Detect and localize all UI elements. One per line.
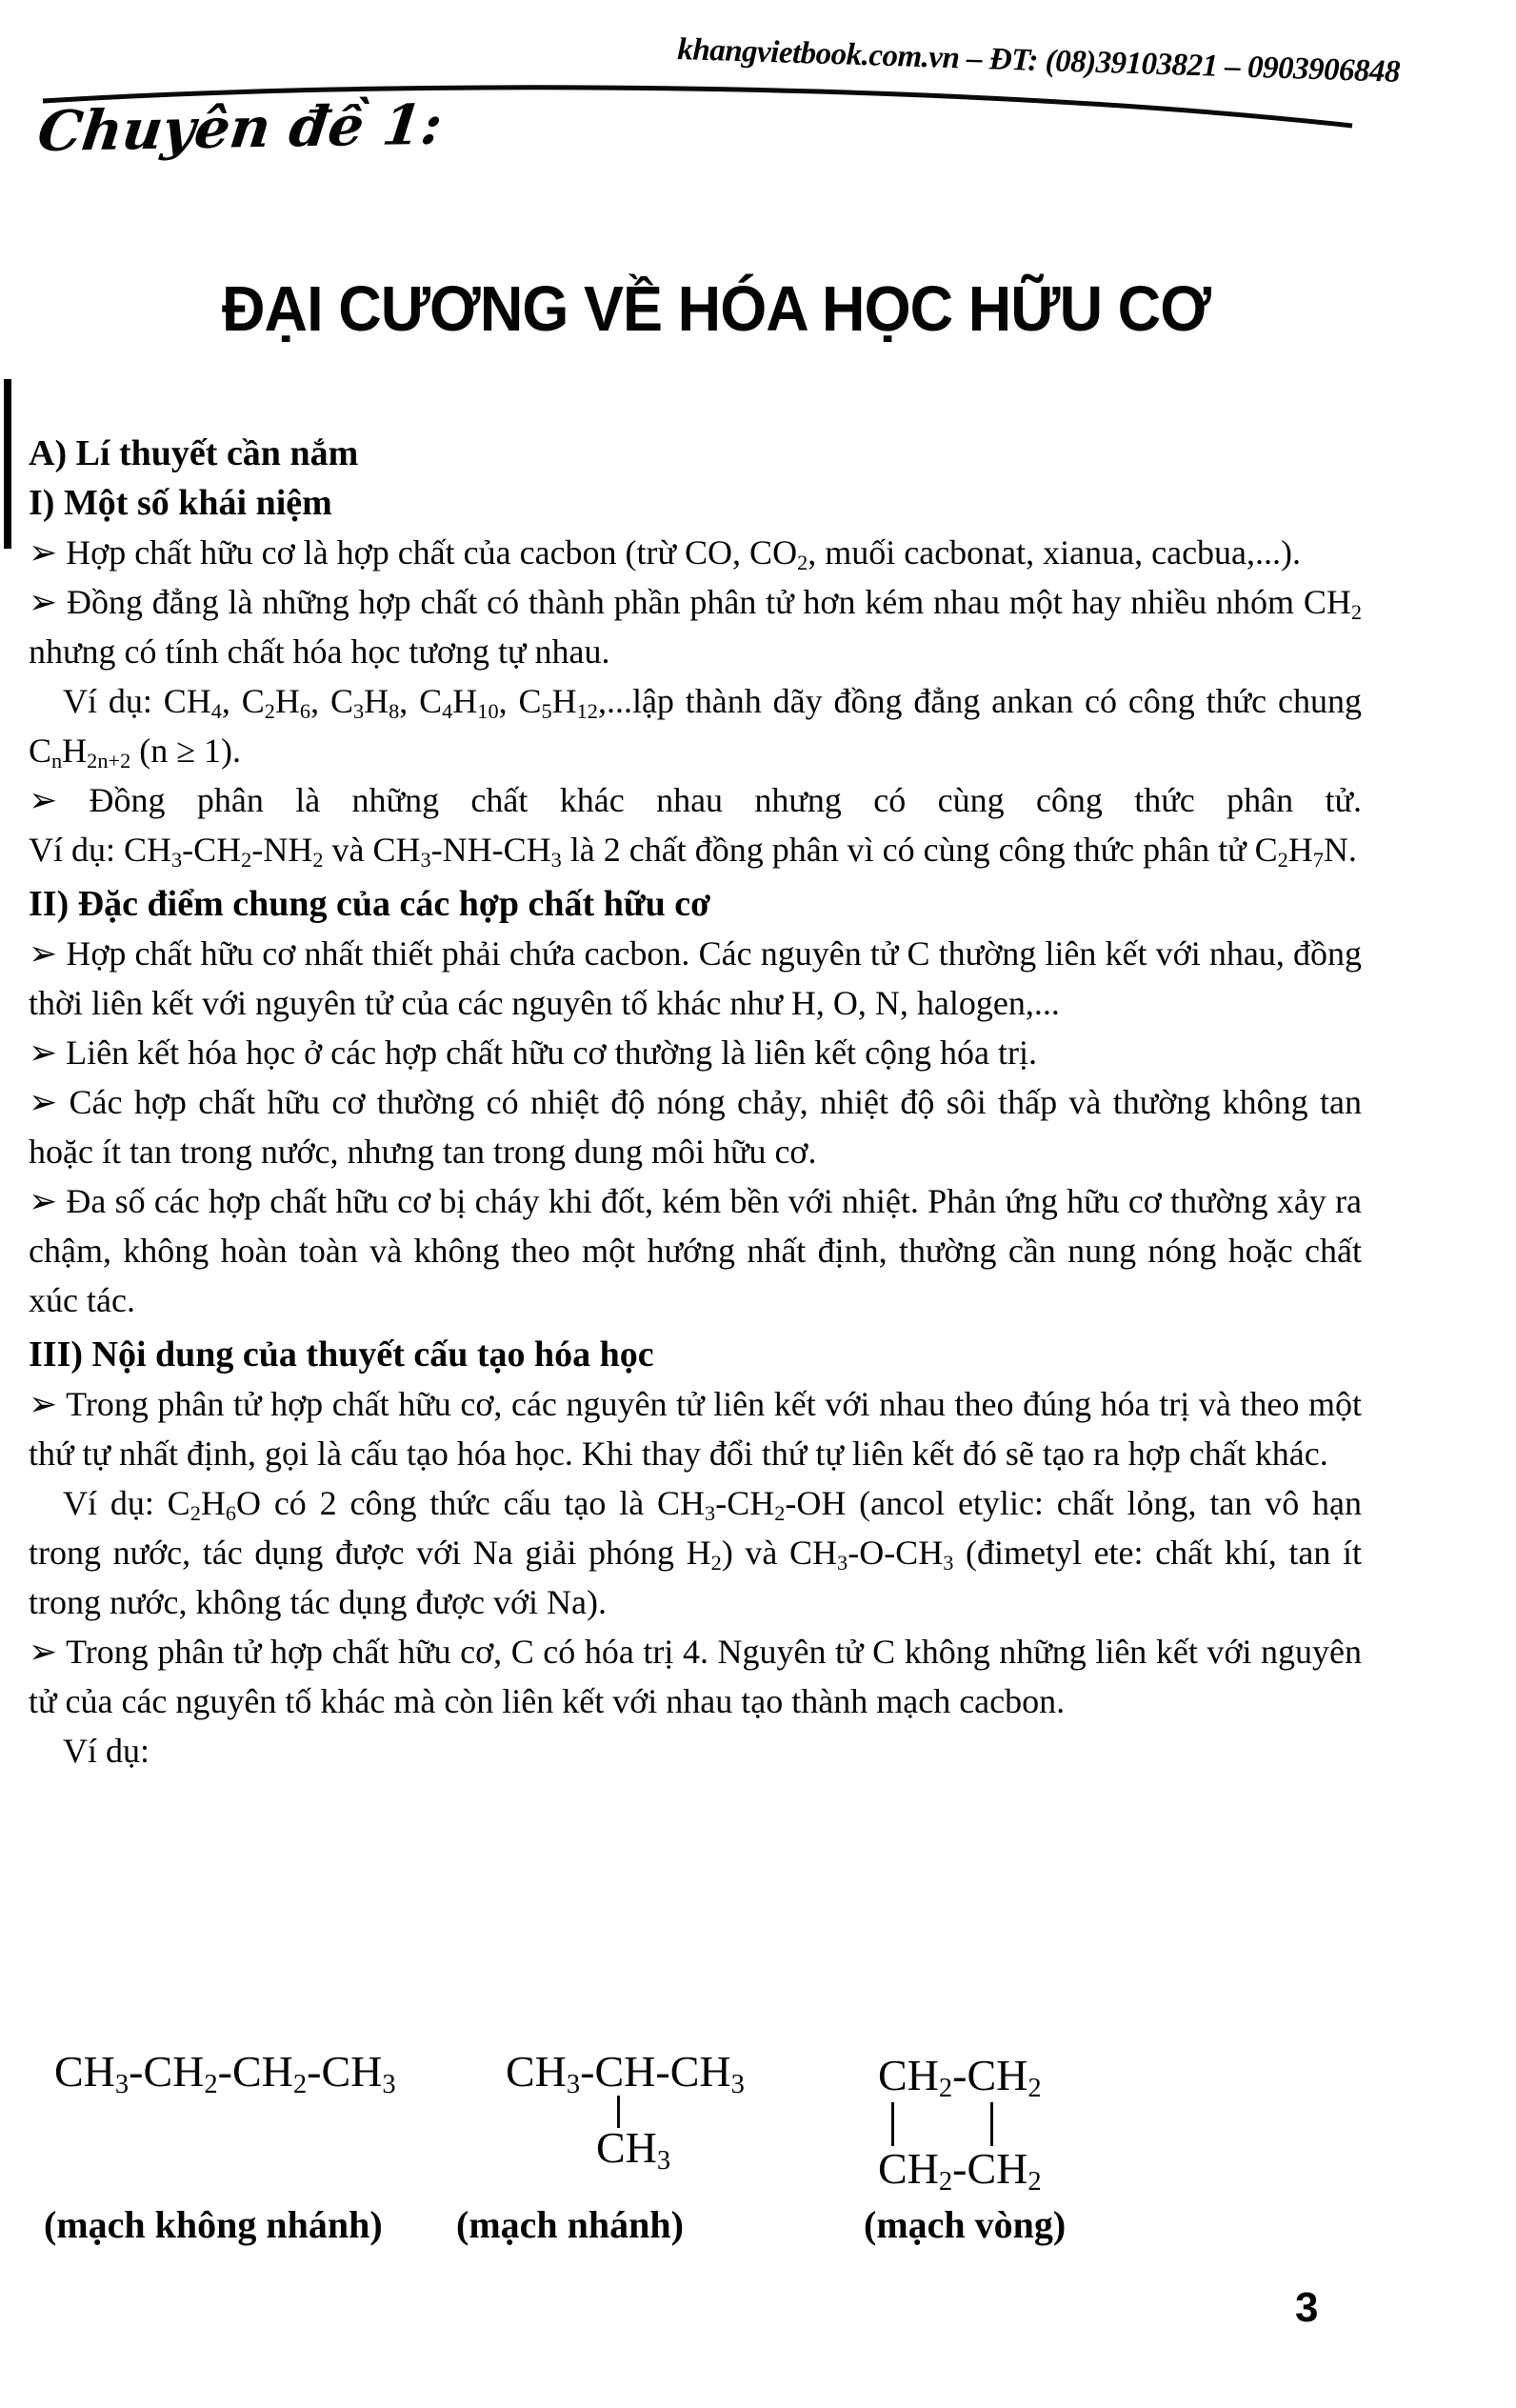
formula-branched-methyl: $CH_3$ [596, 2123, 671, 2177]
formula-unbranched-chain: $CH_3-CH_2-CH_2-CH_3$ [54, 2047, 396, 2100]
bullet-item: ➢ Trong phân tử hợp chất hữu cơ, các nguyên tử liên kết với nhau theo đúng hóa trị và theo một thứ tự nhất định, gọi là cấu tạo hóa học. Khi thay đổi thứ tự liên kết đó sẽ tạo ra hợp chất khác. [29, 1385, 1362, 1473]
bullet-item: ➢ Liên kết hóa học ở các hợp chất hữu cơ thường là liên kết cộng hóa trị. [29, 1033, 1038, 1072]
label-unbranched: (mạch không nhánh) [44, 2203, 383, 2246]
bond-line [891, 2102, 894, 2146]
example-paragraph: Ví dụ: $CH_3-CH_2-NH_2$ và $CH_3-NH-CH_3$ là 2 chất đồng phân vì có cùng công thức phân tử $C_2H_7N$. [29, 831, 1357, 872]
formula-ring-top: $CH_2-CH_2$ [878, 2051, 1042, 2104]
example-paragraph: Ví dụ: $C_2H_6O$ có 2 công thức cấu tạo là $CH_3-CH_2-OH$ (ancol etylic: chất lỏng, tan vô hạn trong nước, tác dụng được với Na giải phóng $H_2$) và $CH_3-O-CH_3$ (đimetyl ete: chất khí, tan ít trong nước, không tác dụng được với Na). [29, 1484, 1363, 1621]
section-heading-iii: III) Nội dung của thuyết cấu tạo hóa học [29, 1334, 654, 1375]
scan-edge-artifact [4, 379, 11, 549]
bullet-item: ➢ Đồng phân là những chất khác nhau nhưng có cùng công thức phân tử. [29, 781, 1362, 819]
formula-ring-bottom: $CH_2-CH_2$ [878, 2144, 1042, 2197]
section-heading-i: I) Một số khái niệm [29, 483, 332, 523]
example-intro: Ví dụ: [63, 1732, 150, 1770]
bond-line [990, 2102, 993, 2146]
example-paragraph: Ví dụ: $CH_4$, $C_2H_6$, $C_3H_8$, $C_4H_{10}$, $C_5H_{12},...lập$ thành dãy đồng đẳng ankan có công thức chung $C_nH_{2n+2}$ (n ≥ 1). [29, 682, 1362, 773]
publisher-contact-header: khangvietbook.com.vn – ĐT: (08)39103821 – 0903906848 [676, 32, 1401, 90]
formula-branched-chain: $CH_3-CH-CH_3$ [506, 2047, 745, 2100]
label-branched: (mạch nhánh) [456, 2203, 684, 2246]
bullet-item: ➢ Trong phân tử hợp chất hữu cơ, C có hóa trị 4. Nguyên tử C không những liên kết với nguyên tử của các nguyên tố khác mà còn liên kết với nhau tạo thành mạch cacbon. [29, 1633, 1362, 1720]
bullet-item: ➢ Đa số các hợp chất hữu cơ bị cháy khi đốt, kém bền với nhiệt. Phản ứng hữu cơ thường xảy ra chậm, không hoàn toàn và không theo một hướng nhất định, thường cần nung nóng hoặc chất xúc tác. [29, 1182, 1362, 1319]
body-content [29, 429, 1362, 1776]
bullet-item: ➢ Hợp chất hữu cơ nhất thiết phải chứa cacbon. Các nguyên tử C thường liên kết với nhau, đồng thời liên kết với nguyên tử của các nguyên tố khác như H, O, N, halogen,... [29, 934, 1362, 1022]
label-ring: (mạch vòng) [864, 2203, 1067, 2246]
page-number: 3 [1295, 2284, 1319, 2331]
bullet-item: ➢ Đồng đẳng là những hợp chất có thành phần phân tử hơn kém nhau một hay nhiều nhóm $CH_2$ nhưng có tính chất hóa học tương tự nhau. [29, 583, 1362, 671]
bullet-item: ➢ Hợp chất hữu cơ là hợp chất của cacbon (trừ CO, $CO_2$, muối cacbonat, xianua, cacbua,...). [29, 533, 1302, 574]
bullet-item: ➢ Các hợp chất hữu cơ thường có nhiệt độ nóng chảy, nhiệt độ sôi thấp và thường không tan hoặc ít tan trong nước, nhưng tan trong dung môi hữu cơ. [29, 1083, 1362, 1171]
page-title: ĐẠI CƯƠNG VỀ HÓA HỌC HỮU CƠ [222, 273, 1210, 345]
section-heading-ii: II) Đặc điểm chung của các hợp chất hữu cơ [29, 884, 711, 924]
section-heading-a: A) Lí thuyết cần nắm [29, 433, 359, 473]
chapter-series-heading: Chuyên đề 1: [34, 91, 447, 164]
